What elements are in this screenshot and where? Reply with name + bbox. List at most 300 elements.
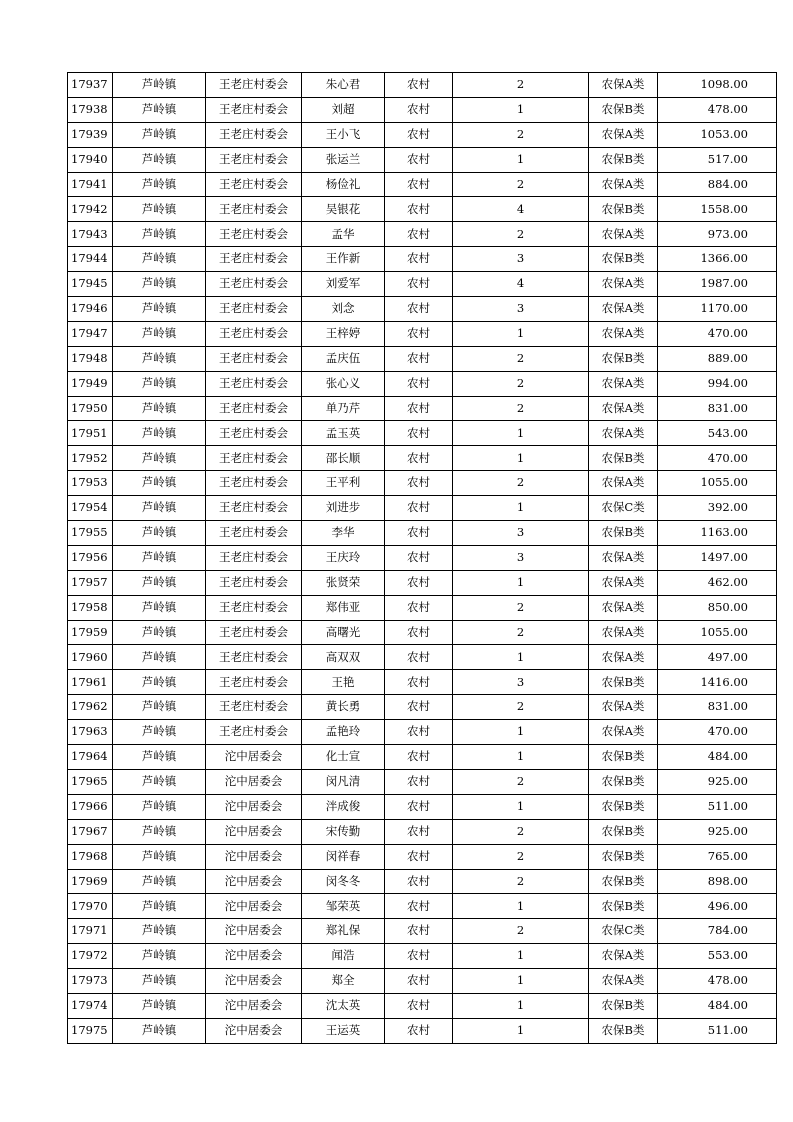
village-committee-cell: 沱中居委会	[206, 919, 302, 944]
village-committee-cell: 王老庄村委会	[206, 620, 302, 645]
table-row	[68, 147, 777, 172]
person-name-cell: 高双双	[302, 645, 385, 670]
amount-cell: 1170.00	[658, 297, 777, 322]
person-name-cell: 闵冬冬	[302, 869, 385, 894]
town-cell: 芦岭镇	[113, 769, 206, 794]
record-number-cell: 17945	[68, 272, 113, 297]
person-name-cell: 杨俭礼	[302, 172, 385, 197]
person-name-cell: 吴银花	[302, 197, 385, 222]
amount-cell: 831.00	[658, 396, 777, 421]
insurance-category-cell: 农保A类	[589, 272, 658, 297]
town-cell: 芦岭镇	[113, 1018, 206, 1043]
village-committee-cell: 沱中居委会	[206, 794, 302, 819]
town-cell: 芦岭镇	[113, 844, 206, 869]
village-committee-cell: 王老庄村委会	[206, 471, 302, 496]
village-committee-cell: 王老庄村委会	[206, 446, 302, 471]
amount-cell: 470.00	[658, 720, 777, 745]
area-type-cell: 农村	[385, 794, 453, 819]
table-row	[68, 969, 777, 994]
record-number-cell: 17953	[68, 471, 113, 496]
amount-cell: 511.00	[658, 1018, 777, 1043]
record-number-cell: 17969	[68, 869, 113, 894]
town-cell: 芦岭镇	[113, 969, 206, 994]
person-name-cell: 刘进步	[302, 496, 385, 521]
town-cell: 芦岭镇	[113, 745, 206, 770]
household-count-cell: 2	[453, 769, 589, 794]
amount-cell: 478.00	[658, 969, 777, 994]
record-number-cell: 17938	[68, 97, 113, 122]
table-row	[68, 919, 777, 944]
household-count-cell: 1	[453, 446, 589, 471]
town-cell: 芦岭镇	[113, 521, 206, 546]
area-type-cell: 农村	[385, 521, 453, 546]
record-number-cell: 17940	[68, 147, 113, 172]
amount-cell: 884.00	[658, 172, 777, 197]
amount-cell: 889.00	[658, 346, 777, 371]
table-row	[68, 869, 777, 894]
area-type-cell: 农村	[385, 894, 453, 919]
table-row	[68, 197, 777, 222]
town-cell: 芦岭镇	[113, 197, 206, 222]
record-number-cell: 17971	[68, 919, 113, 944]
amount-cell: 553.00	[658, 944, 777, 969]
record-number-cell: 17947	[68, 321, 113, 346]
person-name-cell: 王庆玲	[302, 545, 385, 570]
amount-cell: 484.00	[658, 993, 777, 1018]
record-number-cell: 17942	[68, 197, 113, 222]
household-count-cell: 2	[453, 869, 589, 894]
person-name-cell: 刘爱军	[302, 272, 385, 297]
village-committee-cell: 王老庄村委会	[206, 695, 302, 720]
area-type-cell: 农村	[385, 222, 453, 247]
table-row	[68, 720, 777, 745]
village-committee-cell: 王老庄村委会	[206, 421, 302, 446]
household-count-cell: 3	[453, 545, 589, 570]
amount-cell: 1055.00	[658, 471, 777, 496]
amount-cell: 1497.00	[658, 545, 777, 570]
area-type-cell: 农村	[385, 1018, 453, 1043]
insurance-category-cell: 农保A类	[589, 620, 658, 645]
person-name-cell: 王梓婷	[302, 321, 385, 346]
table-row	[68, 421, 777, 446]
person-name-cell: 宋传勤	[302, 819, 385, 844]
town-cell: 芦岭镇	[113, 421, 206, 446]
table-row	[68, 122, 777, 147]
insurance-category-cell: 农保B类	[589, 521, 658, 546]
household-count-cell: 1	[453, 496, 589, 521]
table-row	[68, 172, 777, 197]
table-row	[68, 297, 777, 322]
village-committee-cell: 王老庄村委会	[206, 272, 302, 297]
record-number-cell: 17958	[68, 595, 113, 620]
household-count-cell: 3	[453, 247, 589, 272]
village-committee-cell: 沱中居委会	[206, 993, 302, 1018]
household-count-cell: 4	[453, 272, 589, 297]
insurance-category-cell: 农保C类	[589, 496, 658, 521]
village-committee-cell: 王老庄村委会	[206, 122, 302, 147]
village-committee-cell: 王老庄村委会	[206, 545, 302, 570]
household-count-cell: 1	[453, 745, 589, 770]
person-name-cell: 孟玉英	[302, 421, 385, 446]
table-row	[68, 745, 777, 770]
area-type-cell: 农村	[385, 695, 453, 720]
table-row	[68, 595, 777, 620]
village-committee-cell: 沱中居委会	[206, 894, 302, 919]
record-number-cell: 17974	[68, 993, 113, 1018]
record-number-cell: 17963	[68, 720, 113, 745]
village-committee-cell: 王老庄村委会	[206, 595, 302, 620]
area-type-cell: 农村	[385, 197, 453, 222]
insurance-category-cell: 农保B类	[589, 769, 658, 794]
town-cell: 芦岭镇	[113, 695, 206, 720]
table-row	[68, 247, 777, 272]
insurance-category-cell: 农保B类	[589, 819, 658, 844]
person-name-cell: 刘念	[302, 297, 385, 322]
household-count-cell: 1	[453, 993, 589, 1018]
household-count-cell: 1	[453, 720, 589, 745]
insurance-category-cell: 农保A类	[589, 421, 658, 446]
town-cell: 芦岭镇	[113, 247, 206, 272]
amount-cell: 1055.00	[658, 620, 777, 645]
area-type-cell: 农村	[385, 172, 453, 197]
record-number-cell: 17975	[68, 1018, 113, 1043]
household-count-cell: 1	[453, 421, 589, 446]
village-committee-cell: 王老庄村委会	[206, 222, 302, 247]
village-committee-cell: 王老庄村委会	[206, 720, 302, 745]
household-count-cell: 2	[453, 222, 589, 247]
amount-cell: 994.00	[658, 371, 777, 396]
town-cell: 芦岭镇	[113, 297, 206, 322]
amount-cell: 784.00	[658, 919, 777, 944]
household-count-cell: 1	[453, 570, 589, 595]
insurance-category-cell: 农保A类	[589, 595, 658, 620]
table-row	[68, 222, 777, 247]
table-row	[68, 396, 777, 421]
village-committee-cell: 沱中居委会	[206, 769, 302, 794]
record-number-cell: 17961	[68, 670, 113, 695]
household-count-cell: 2	[453, 471, 589, 496]
area-type-cell: 农村	[385, 97, 453, 122]
village-committee-cell: 王老庄村委会	[206, 97, 302, 122]
table-row	[68, 446, 777, 471]
area-type-cell: 农村	[385, 595, 453, 620]
insurance-category-cell: 农保A类	[589, 321, 658, 346]
table-row	[68, 645, 777, 670]
insurance-category-cell: 农保A类	[589, 645, 658, 670]
person-name-cell: 郑礼保	[302, 919, 385, 944]
insurance-category-cell: 农保A类	[589, 122, 658, 147]
table-row	[68, 1018, 777, 1043]
amount-cell: 1987.00	[658, 272, 777, 297]
amount-cell: 1416.00	[658, 670, 777, 695]
person-name-cell: 刘超	[302, 97, 385, 122]
household-count-cell: 1	[453, 97, 589, 122]
table-body	[68, 73, 777, 1044]
amount-cell: 765.00	[658, 844, 777, 869]
record-number-cell: 17952	[68, 446, 113, 471]
record-number-cell: 17955	[68, 521, 113, 546]
person-name-cell: 郑伟亚	[302, 595, 385, 620]
insurance-category-cell: 农保B类	[589, 446, 658, 471]
record-number-cell: 17949	[68, 371, 113, 396]
amount-cell: 1366.00	[658, 247, 777, 272]
town-cell: 芦岭镇	[113, 396, 206, 421]
record-number-cell: 17946	[68, 297, 113, 322]
amount-cell: 478.00	[658, 97, 777, 122]
village-committee-cell: 沱中居委会	[206, 869, 302, 894]
village-committee-cell: 王老庄村委会	[206, 645, 302, 670]
table-row	[68, 521, 777, 546]
town-cell: 芦岭镇	[113, 645, 206, 670]
town-cell: 芦岭镇	[113, 919, 206, 944]
record-number-cell: 17965	[68, 769, 113, 794]
table-row	[68, 371, 777, 396]
table-row	[68, 769, 777, 794]
amount-cell: 470.00	[658, 321, 777, 346]
household-count-cell: 2	[453, 620, 589, 645]
household-count-cell: 3	[453, 521, 589, 546]
record-number-cell: 17964	[68, 745, 113, 770]
town-cell: 芦岭镇	[113, 122, 206, 147]
amount-cell: 925.00	[658, 769, 777, 794]
household-count-cell: 2	[453, 919, 589, 944]
area-type-cell: 农村	[385, 297, 453, 322]
town-cell: 芦岭镇	[113, 570, 206, 595]
town-cell: 芦岭镇	[113, 894, 206, 919]
area-type-cell: 农村	[385, 819, 453, 844]
amount-cell: 850.00	[658, 595, 777, 620]
area-type-cell: 农村	[385, 321, 453, 346]
town-cell: 芦岭镇	[113, 993, 206, 1018]
record-number-cell: 17973	[68, 969, 113, 994]
record-number-cell: 17951	[68, 421, 113, 446]
amount-cell: 925.00	[658, 819, 777, 844]
area-type-cell: 农村	[385, 446, 453, 471]
record-number-cell: 17954	[68, 496, 113, 521]
village-committee-cell: 王老庄村委会	[206, 197, 302, 222]
insurance-category-cell: 农保B类	[589, 869, 658, 894]
record-number-cell: 17944	[68, 247, 113, 272]
person-name-cell: 张贤荣	[302, 570, 385, 595]
person-name-cell: 孟华	[302, 222, 385, 247]
table-row	[68, 471, 777, 496]
area-type-cell: 农村	[385, 670, 453, 695]
area-type-cell: 农村	[385, 73, 453, 98]
town-cell: 芦岭镇	[113, 97, 206, 122]
insurance-category-cell: 农保A类	[589, 969, 658, 994]
town-cell: 芦岭镇	[113, 819, 206, 844]
insurance-category-cell: 农保B类	[589, 97, 658, 122]
insurance-category-cell: 农保A类	[589, 471, 658, 496]
table-row	[68, 570, 777, 595]
town-cell: 芦岭镇	[113, 371, 206, 396]
record-number-cell: 17959	[68, 620, 113, 645]
table-row	[68, 272, 777, 297]
table-row	[68, 695, 777, 720]
village-committee-cell: 王老庄村委会	[206, 570, 302, 595]
household-count-cell: 1	[453, 944, 589, 969]
person-name-cell: 王运英	[302, 1018, 385, 1043]
household-count-cell: 1	[453, 147, 589, 172]
town-cell: 芦岭镇	[113, 222, 206, 247]
person-name-cell: 王小飞	[302, 122, 385, 147]
household-count-cell: 3	[453, 670, 589, 695]
village-committee-cell: 沱中居委会	[206, 1018, 302, 1043]
table-row	[68, 819, 777, 844]
person-name-cell: 朱心君	[302, 73, 385, 98]
record-number-cell: 17957	[68, 570, 113, 595]
household-count-cell: 2	[453, 73, 589, 98]
household-count-cell: 3	[453, 297, 589, 322]
person-name-cell: 王平利	[302, 471, 385, 496]
record-number-cell: 17950	[68, 396, 113, 421]
person-name-cell: 张心义	[302, 371, 385, 396]
area-type-cell: 农村	[385, 371, 453, 396]
area-type-cell: 农村	[385, 969, 453, 994]
insurance-category-cell: 农保A类	[589, 396, 658, 421]
town-cell: 芦岭镇	[113, 670, 206, 695]
household-count-cell: 2	[453, 396, 589, 421]
village-committee-cell: 王老庄村委会	[206, 247, 302, 272]
household-count-cell: 2	[453, 695, 589, 720]
town-cell: 芦岭镇	[113, 545, 206, 570]
area-type-cell: 农村	[385, 745, 453, 770]
insurance-category-cell: 农保A类	[589, 222, 658, 247]
village-committee-cell: 王老庄村委会	[206, 670, 302, 695]
amount-cell: 973.00	[658, 222, 777, 247]
person-name-cell: 闻浩	[302, 944, 385, 969]
village-committee-cell: 沱中居委会	[206, 969, 302, 994]
table-row	[68, 844, 777, 869]
record-number-cell: 17972	[68, 944, 113, 969]
amount-cell: 496.00	[658, 894, 777, 919]
person-name-cell: 闵祥春	[302, 844, 385, 869]
insurance-category-cell: 农保B类	[589, 1018, 658, 1043]
area-type-cell: 农村	[385, 147, 453, 172]
insurance-category-cell: 农保B类	[589, 844, 658, 869]
village-committee-cell: 沱中居委会	[206, 844, 302, 869]
area-type-cell: 农村	[385, 346, 453, 371]
area-type-cell: 农村	[385, 396, 453, 421]
town-cell: 芦岭镇	[113, 321, 206, 346]
record-number-cell: 17970	[68, 894, 113, 919]
household-count-cell: 2	[453, 844, 589, 869]
village-committee-cell: 沱中居委会	[206, 944, 302, 969]
town-cell: 芦岭镇	[113, 471, 206, 496]
record-number-cell: 17941	[68, 172, 113, 197]
insurance-category-cell: 农保A类	[589, 371, 658, 396]
household-count-cell: 2	[453, 595, 589, 620]
table-row	[68, 993, 777, 1018]
town-cell: 芦岭镇	[113, 869, 206, 894]
town-cell: 芦岭镇	[113, 147, 206, 172]
table-row	[68, 794, 777, 819]
town-cell: 芦岭镇	[113, 496, 206, 521]
table-row	[68, 321, 777, 346]
area-type-cell: 农村	[385, 471, 453, 496]
area-type-cell: 农村	[385, 496, 453, 521]
area-type-cell: 农村	[385, 545, 453, 570]
person-name-cell: 邵长顺	[302, 446, 385, 471]
town-cell: 芦岭镇	[113, 272, 206, 297]
record-number-cell: 17966	[68, 794, 113, 819]
amount-cell: 484.00	[658, 745, 777, 770]
village-committee-cell: 沱中居委会	[206, 819, 302, 844]
area-type-cell: 农村	[385, 919, 453, 944]
insurance-category-cell: 农保A类	[589, 695, 658, 720]
person-name-cell: 王作新	[302, 247, 385, 272]
amount-cell: 543.00	[658, 421, 777, 446]
table-row	[68, 97, 777, 122]
table-row	[68, 496, 777, 521]
town-cell: 芦岭镇	[113, 794, 206, 819]
insurance-category-cell: 农保A类	[589, 297, 658, 322]
insurance-category-cell: 农保A类	[589, 73, 658, 98]
village-committee-cell: 王老庄村委会	[206, 496, 302, 521]
household-count-cell: 2	[453, 371, 589, 396]
table-row	[68, 73, 777, 98]
household-count-cell: 2	[453, 346, 589, 371]
village-committee-cell: 王老庄村委会	[206, 147, 302, 172]
household-count-cell: 1	[453, 969, 589, 994]
insurance-category-cell: 农保A类	[589, 172, 658, 197]
area-type-cell: 农村	[385, 944, 453, 969]
area-type-cell: 农村	[385, 869, 453, 894]
household-count-cell: 1	[453, 1018, 589, 1043]
record-number-cell: 17943	[68, 222, 113, 247]
amount-cell: 517.00	[658, 147, 777, 172]
household-count-cell: 4	[453, 197, 589, 222]
record-number-cell: 17937	[68, 73, 113, 98]
amount-cell: 497.00	[658, 645, 777, 670]
town-cell: 芦岭镇	[113, 446, 206, 471]
insurance-category-cell: 农保A类	[589, 570, 658, 595]
town-cell: 芦岭镇	[113, 944, 206, 969]
insurance-category-cell: 农保A类	[589, 944, 658, 969]
insurance-category-cell: 农保B类	[589, 745, 658, 770]
area-type-cell: 农村	[385, 247, 453, 272]
area-type-cell: 农村	[385, 844, 453, 869]
village-committee-cell: 王老庄村委会	[206, 521, 302, 546]
village-committee-cell: 王老庄村委会	[206, 396, 302, 421]
person-name-cell: 孟艳玲	[302, 720, 385, 745]
insurance-category-cell: 农保A类	[589, 720, 658, 745]
record-number-cell: 17962	[68, 695, 113, 720]
person-name-cell: 单乃芹	[302, 396, 385, 421]
area-type-cell: 农村	[385, 720, 453, 745]
insurance-category-cell: 农保B类	[589, 794, 658, 819]
area-type-cell: 农村	[385, 122, 453, 147]
table-row	[68, 620, 777, 645]
village-committee-cell: 王老庄村委会	[206, 371, 302, 396]
record-number-cell: 17967	[68, 819, 113, 844]
insurance-category-cell: 农保B类	[589, 894, 658, 919]
amount-cell: 1558.00	[658, 197, 777, 222]
table-row	[68, 894, 777, 919]
person-name-cell: 化士宣	[302, 745, 385, 770]
data-table	[67, 72, 777, 1044]
record-number-cell: 17948	[68, 346, 113, 371]
village-committee-cell: 王老庄村委会	[206, 172, 302, 197]
insurance-category-cell: 农保B类	[589, 147, 658, 172]
area-type-cell: 农村	[385, 769, 453, 794]
town-cell: 芦岭镇	[113, 720, 206, 745]
village-committee-cell: 王老庄村委会	[206, 297, 302, 322]
area-type-cell: 农村	[385, 570, 453, 595]
area-type-cell: 农村	[385, 272, 453, 297]
table-row	[68, 670, 777, 695]
area-type-cell: 农村	[385, 421, 453, 446]
